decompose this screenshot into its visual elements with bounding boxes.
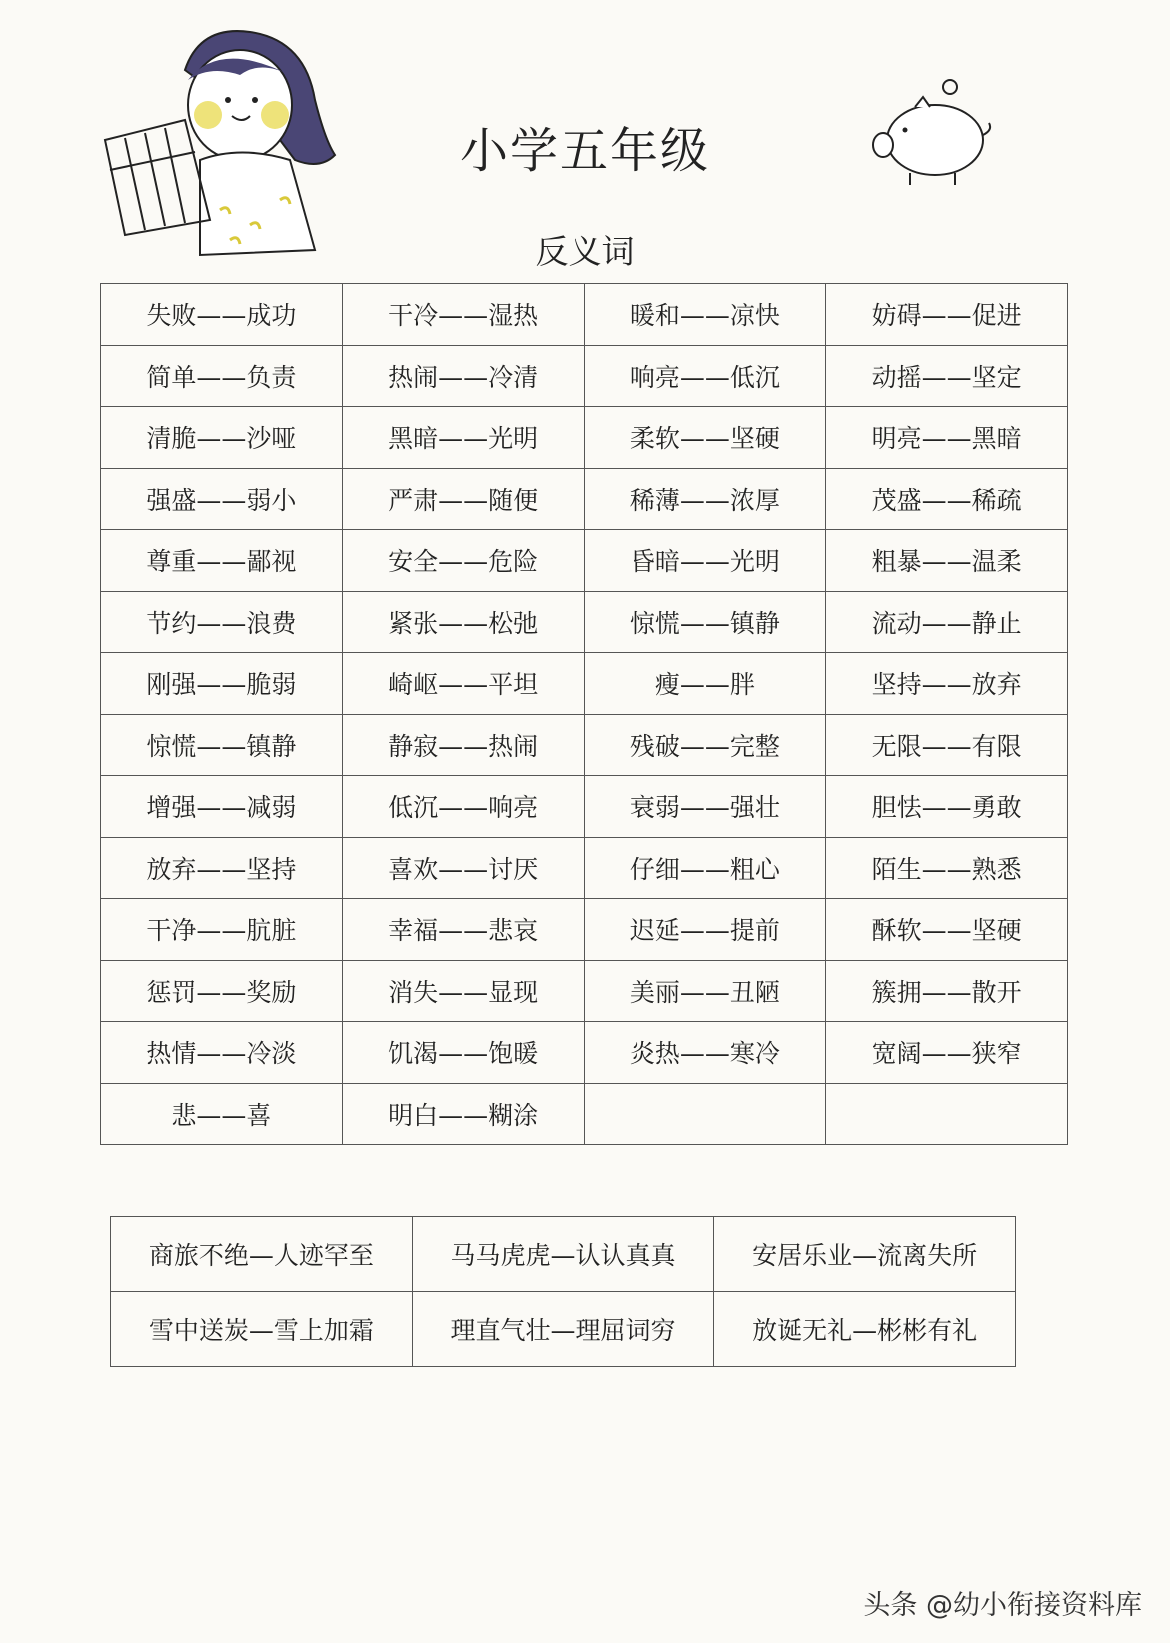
word-pair-cell: 衰弱——强壮 bbox=[584, 776, 826, 838]
word-pair-cell: 瘦——胖 bbox=[584, 653, 826, 715]
word-pair-cell: 安居乐业—流离失所 bbox=[714, 1217, 1016, 1292]
word-pair-cell: 失败——成功 bbox=[101, 284, 343, 346]
word-pair-cell: 坚持——放弃 bbox=[826, 653, 1068, 715]
table-row bbox=[111, 1292, 1016, 1367]
antonym-table bbox=[100, 283, 1068, 1145]
word-pair-cell: 动摇——坚定 bbox=[826, 345, 1068, 407]
word-pair-cell: 粗暴——温柔 bbox=[826, 530, 1068, 592]
word-pair-cell: 宽阔——狭窄 bbox=[826, 1022, 1068, 1084]
word-pair-cell: 柔软——坚硬 bbox=[584, 407, 826, 469]
word-pair-cell: 胆怯——勇敢 bbox=[826, 776, 1068, 838]
table-row bbox=[101, 468, 1068, 530]
idiom-antonym-table bbox=[110, 1216, 1016, 1367]
word-pair-cell: 静寂——热闹 bbox=[342, 714, 584, 776]
word-pair-cell bbox=[584, 1083, 826, 1145]
word-pair-cell: 尊重——鄙视 bbox=[101, 530, 343, 592]
word-pair-cell: 黑暗——光明 bbox=[342, 407, 584, 469]
word-pair-cell: 仔细——粗心 bbox=[584, 837, 826, 899]
table-row bbox=[101, 1022, 1068, 1084]
word-pair-cell: 严肃——随便 bbox=[342, 468, 584, 530]
table-row bbox=[101, 653, 1068, 715]
word-pair-cell: 崎岖——平坦 bbox=[342, 653, 584, 715]
word-pair-cell: 惊慌——镇静 bbox=[101, 714, 343, 776]
word-pair-cell: 商旅不绝—人迹罕至 bbox=[111, 1217, 413, 1292]
word-pair-cell: 惊慌——镇静 bbox=[584, 591, 826, 653]
table-row bbox=[101, 899, 1068, 961]
word-pair-cell: 紧张——松弛 bbox=[342, 591, 584, 653]
word-pair-cell: 悲——喜 bbox=[101, 1083, 343, 1145]
word-pair-cell: 美丽——丑陋 bbox=[584, 960, 826, 1022]
word-pair-cell: 明亮——黑暗 bbox=[826, 407, 1068, 469]
word-pair-cell: 迟延——提前 bbox=[584, 899, 826, 961]
word-pair-cell: 惩罚——奖励 bbox=[101, 960, 343, 1022]
table-row bbox=[101, 345, 1068, 407]
word-pair-cell: 残破——完整 bbox=[584, 714, 826, 776]
word-pair-cell: 安全——危险 bbox=[342, 530, 584, 592]
word-pair-cell: 稀薄——浓厚 bbox=[584, 468, 826, 530]
word-pair-cell: 簇拥——散开 bbox=[826, 960, 1068, 1022]
word-pair-cell: 刚强——脆弱 bbox=[101, 653, 343, 715]
word-pair-cell: 消失——显现 bbox=[342, 960, 584, 1022]
word-pair-cell: 热情——冷淡 bbox=[101, 1022, 343, 1084]
section-title: 反义词 bbox=[535, 232, 635, 271]
word-pair-cell: 节约——浪费 bbox=[101, 591, 343, 653]
watermark: 头条 @幼小衔接资料库 bbox=[863, 1590, 1142, 1621]
word-pair-cell: 热闹——冷清 bbox=[342, 345, 584, 407]
word-pair-cell: 理直气壮—理屈词穷 bbox=[412, 1292, 714, 1367]
table-row bbox=[101, 714, 1068, 776]
word-pair-cell: 饥渴——饱暖 bbox=[342, 1022, 584, 1084]
table-row bbox=[101, 591, 1068, 653]
word-pair-cell: 明白——糊涂 bbox=[342, 1083, 584, 1145]
word-pair-cell bbox=[826, 1083, 1068, 1145]
word-pair-cell: 陌生——熟悉 bbox=[826, 837, 1068, 899]
word-pair-cell: 干冷——湿热 bbox=[342, 284, 584, 346]
word-pair-cell: 响亮——低沉 bbox=[584, 345, 826, 407]
table-row bbox=[101, 530, 1068, 592]
word-pair-cell: 放弃——坚持 bbox=[101, 837, 343, 899]
word-pair-cell: 无限——有限 bbox=[826, 714, 1068, 776]
table-row bbox=[101, 960, 1068, 1022]
word-pair-cell: 炎热——寒冷 bbox=[584, 1022, 826, 1084]
word-pair-cell: 干净——肮脏 bbox=[101, 899, 343, 961]
table-row bbox=[101, 837, 1068, 899]
word-pair-cell: 马马虎虎—认认真真 bbox=[412, 1217, 714, 1292]
word-pair-cell: 放诞无礼—彬彬有礼 bbox=[714, 1292, 1016, 1367]
word-pair-cell: 流动——静止 bbox=[826, 591, 1068, 653]
word-pair-cell: 茂盛——稀疏 bbox=[826, 468, 1068, 530]
word-pair-cell: 增强——减弱 bbox=[101, 776, 343, 838]
word-pair-cell: 雪中送炭—雪上加霜 bbox=[111, 1292, 413, 1367]
word-pair-cell: 妨碍——促进 bbox=[826, 284, 1068, 346]
word-pair-cell: 暖和——凉快 bbox=[584, 284, 826, 346]
table-row bbox=[101, 1083, 1068, 1145]
table-row bbox=[111, 1217, 1016, 1292]
word-pair-cell: 低沉——响亮 bbox=[342, 776, 584, 838]
word-pair-cell: 幸福——悲哀 bbox=[342, 899, 584, 961]
word-pair-cell: 酥软——坚硬 bbox=[826, 899, 1068, 961]
table-row bbox=[101, 407, 1068, 469]
table-row bbox=[101, 284, 1068, 346]
word-pair-cell: 强盛——弱小 bbox=[101, 468, 343, 530]
word-pair-cell: 简单——负责 bbox=[101, 345, 343, 407]
table-row bbox=[101, 776, 1068, 838]
word-pair-cell: 喜欢——讨厌 bbox=[342, 837, 584, 899]
word-pair-cell: 昏暗——光明 bbox=[584, 530, 826, 592]
page-title: 小学五年级 bbox=[459, 123, 710, 179]
word-pair-cell: 清脆——沙哑 bbox=[101, 407, 343, 469]
